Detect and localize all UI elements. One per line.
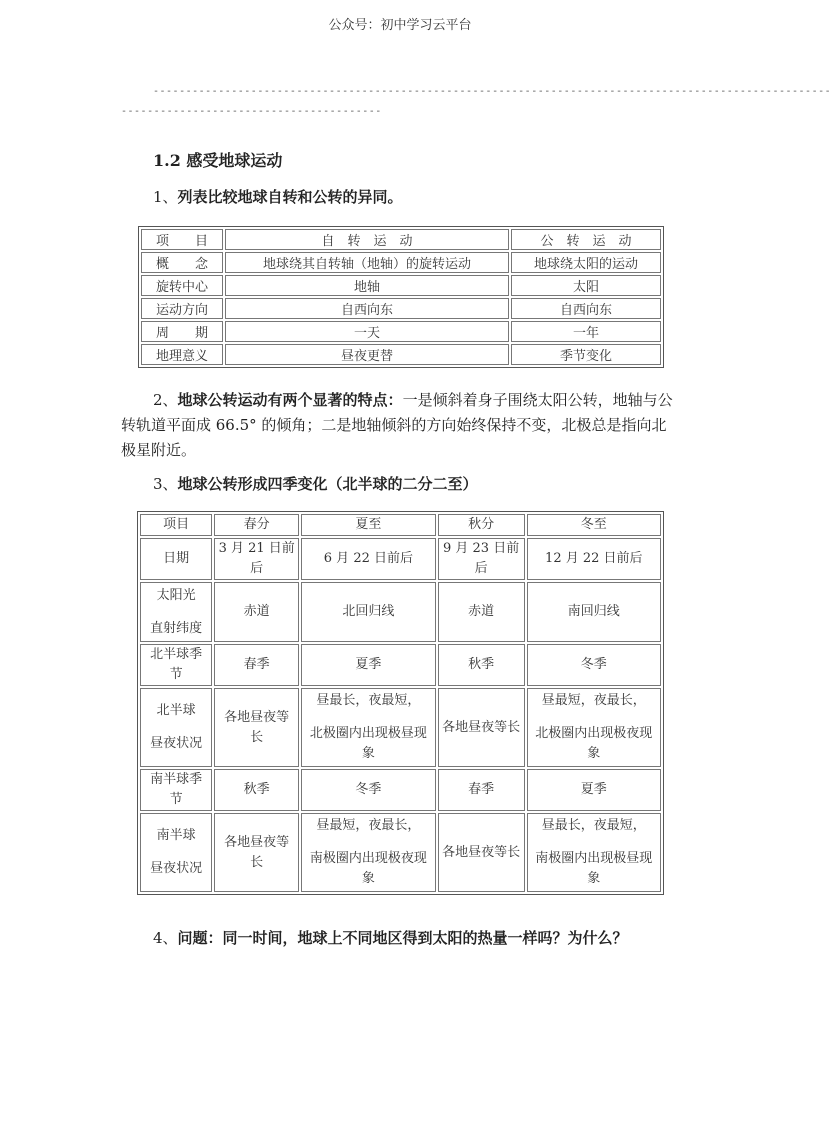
autumn-cell: 赤道 <box>438 582 525 642</box>
question-2-bold: 地球公转运动有两个显著的特点： <box>177 391 403 409</box>
header-summer-solstice: 夏至 <box>301 514 435 536</box>
cell-line: 南极圈内出现极夜现象 <box>309 851 427 886</box>
header-winter-solstice: 冬至 <box>527 514 661 536</box>
spring-cell: 各地昼夜等长 <box>214 813 299 892</box>
autumn-cell: 9 月 23 日前后 <box>438 538 525 580</box>
header-spring-equinox: 春分 <box>214 514 299 536</box>
autumn-cell: 春季 <box>438 769 525 811</box>
winter-cell: 南回归线 <box>527 582 661 642</box>
cell-line: 北极圈内出现极昼现象 <box>309 726 427 761</box>
header-rotation: 自 转 运 动 <box>225 229 509 250</box>
table-row <box>141 298 661 319</box>
table-row <box>141 252 661 273</box>
table-row <box>141 321 661 342</box>
question-4 <box>153 927 628 948</box>
question-number: 2、 <box>153 391 178 409</box>
row-label: 周 期 <box>141 321 223 342</box>
table-row-south-daynight <box>140 813 661 892</box>
revolution-cell: 季节变化 <box>511 344 661 365</box>
spring-cell: 秋季 <box>214 769 299 811</box>
summer-cell <box>301 688 435 767</box>
question-2-text: 一是倾斜着身子围绕太阳公转，地轴与公转轨道平面成 66.5° 的倾角；二是地轴倾斜的方向始终保持不变，北极总是指向北极星附近。 <box>121 391 673 459</box>
table-row-north-season <box>140 644 661 686</box>
header-item: 项目 <box>140 514 212 536</box>
table-row-sun-latitude <box>140 582 661 642</box>
question-number: 4、 <box>153 929 178 947</box>
header-revolution: 公 转 运 动 <box>511 229 661 250</box>
cell-line: 昼最长，夜最短， <box>541 818 646 833</box>
cell-line: 昼最长，夜最短， <box>316 693 421 708</box>
revolution-cell: 地球绕太阳的运动 <box>511 252 661 273</box>
cell-line: 南极圈内出现极昼现象 <box>535 851 653 886</box>
cell-line: 昼最短，夜最长， <box>541 693 646 708</box>
question-number: 3、 <box>153 475 178 493</box>
question-2-paragraph <box>121 388 681 463</box>
page-header: 公众号：初中学习云平台 <box>328 18 472 33</box>
row-label-line: 南半球 <box>156 828 196 843</box>
winter-cell <box>527 813 661 892</box>
revolution-cell: 自西向东 <box>511 298 661 319</box>
autumn-cell: 秋季 <box>438 644 525 686</box>
row-label-line: 昼夜状况 <box>150 736 203 751</box>
summer-cell: 6 月 22 日前后 <box>301 538 435 580</box>
row-label-line: 昼夜状况 <box>150 861 203 876</box>
spring-cell: 春季 <box>214 644 299 686</box>
rotation-revolution-table <box>138 226 664 368</box>
row-label: 日期 <box>140 538 212 580</box>
spring-cell: 3 月 21 日前后 <box>214 538 299 580</box>
table-header-row <box>141 229 661 250</box>
table-row-north-daynight <box>140 688 661 767</box>
winter-cell: 夏季 <box>527 769 661 811</box>
spring-cell: 各地昼夜等长 <box>214 688 299 767</box>
cell-line: 北极圈内出现极夜现象 <box>535 726 653 761</box>
separator-line-continued: ---------------------------------------- <box>121 106 382 117</box>
table-header-row <box>140 514 661 536</box>
question-number: 1、 <box>153 188 178 206</box>
row-label: 旋转中心 <box>141 275 223 296</box>
row-label: 北半球季节 <box>140 644 212 686</box>
question-text: 地球公转形成四季变化（北半球的二分二至） <box>177 475 478 493</box>
section-title: 1.2 感受地球运动 <box>153 151 283 170</box>
winter-cell: 12 月 22 日前后 <box>527 538 661 580</box>
summer-cell <box>301 813 435 892</box>
rotation-cell: 一天 <box>225 321 509 342</box>
row-label-line: 太阳光 <box>156 587 196 603</box>
rotation-cell: 地球绕其自转轴（地轴）的旋转运动 <box>225 252 509 273</box>
rotation-cell: 地轴 <box>225 275 509 296</box>
winter-cell <box>527 688 661 767</box>
row-label: 运动方向 <box>141 298 223 319</box>
row-label: 南半球季节 <box>140 769 212 811</box>
revolution-cell: 太阳 <box>511 275 661 296</box>
row-label: 地理意义 <box>141 344 223 365</box>
winter-cell: 冬季 <box>527 644 661 686</box>
revolution-cell: 一年 <box>511 321 661 342</box>
question-1 <box>153 186 403 207</box>
cell-line: 昼最短，夜最长， <box>316 818 421 833</box>
autumn-cell: 各地昼夜等长 <box>438 688 525 767</box>
question-text: 列表比较地球自转和公转的异同。 <box>177 188 403 206</box>
row-label: 概 念 <box>141 252 223 273</box>
row-label-line: 直射纬度 <box>150 620 203 636</box>
rotation-cell: 昼夜更替 <box>225 344 509 365</box>
rotation-cell: 自西向东 <box>225 298 509 319</box>
row-label <box>140 688 212 767</box>
table-row <box>141 275 661 296</box>
row-label <box>140 813 212 892</box>
separator-line: -------------------------------------------------------------------------------------------------------- <box>153 86 831 97</box>
autumn-cell: 各地昼夜等长 <box>438 813 525 892</box>
summer-cell: 北回归线 <box>301 582 435 642</box>
row-label-line: 北半球 <box>156 703 196 718</box>
row-label <box>140 582 212 642</box>
seasons-table <box>137 511 664 895</box>
header-item: 项 目 <box>141 229 223 250</box>
spring-cell: 赤道 <box>214 582 299 642</box>
question-3 <box>153 473 478 494</box>
question-text: 问题：同一时间，地球上不同地区得到太阳的热量一样吗？为什么？ <box>177 929 628 947</box>
table-row-date <box>140 538 661 580</box>
summer-cell: 夏季 <box>301 644 435 686</box>
summer-cell: 冬季 <box>301 769 435 811</box>
table-row-south-season <box>140 769 661 811</box>
header-autumn-equinox: 秋分 <box>438 514 525 536</box>
table-row <box>141 344 661 365</box>
